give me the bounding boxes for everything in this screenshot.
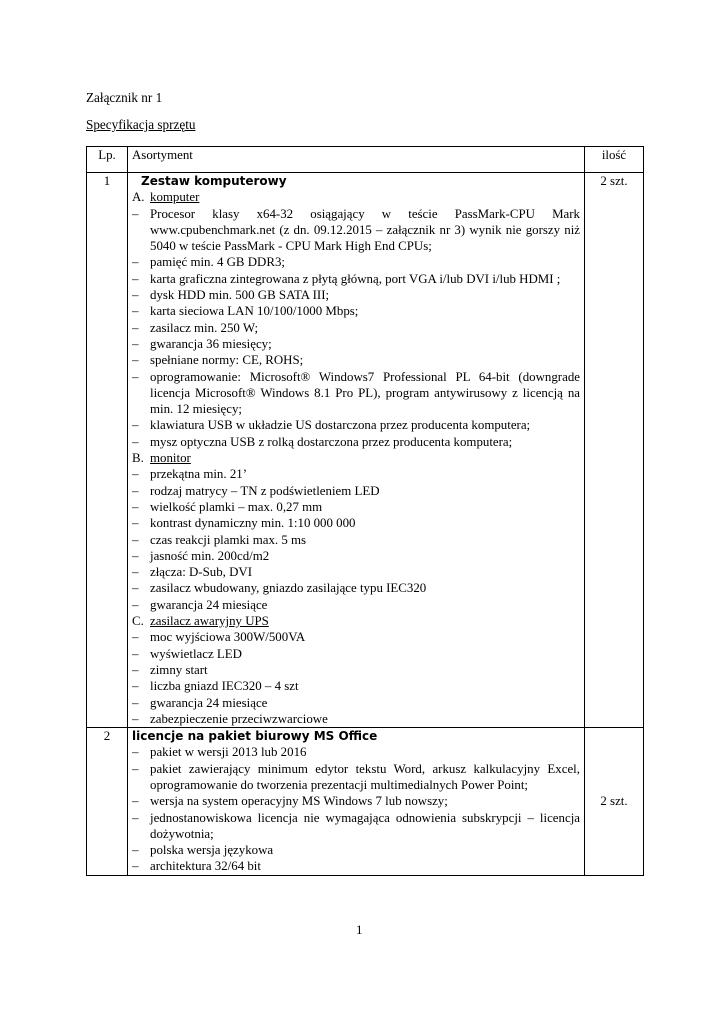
column-header-quantity: ilość [585, 147, 644, 173]
row-description [128, 728, 585, 876]
section-label: zasilacz awaryjny UPS [150, 614, 269, 629]
list-item: – wielkość plamki – max. 0,27 mm [132, 499, 580, 515]
spec-list [132, 206, 580, 450]
list-item: – jednostanowiskowa licencja nie wymagająca odnowienia subskrypcji – licencja dożywotnia; [132, 810, 580, 843]
column-header-assortment: Asortyment [128, 147, 585, 173]
row-quantity: 2 szt. [585, 173, 644, 728]
section-letter: A. [132, 190, 145, 205]
column-header-lp: Lp. [87, 147, 128, 173]
list-item: – dysk HDD min. 500 GB SATA III; [132, 287, 580, 303]
list-item: – zabezpieczenie przeciwzwarciowe [132, 711, 580, 727]
spec-list [132, 629, 580, 727]
list-item: – liczba gniazd IEC320 – 4 szt [132, 678, 580, 694]
list-item: – zimny start [132, 662, 580, 678]
spec-list [132, 466, 580, 613]
list-item: – czas reakcji plamki max. 5 ms [132, 532, 580, 548]
section-heading [132, 189, 580, 205]
list-item: – gwarancja 24 miesiące [132, 695, 580, 711]
list-item: – zasilacz wbudowany, gniazdo zasilające typu IEC320 [132, 580, 580, 596]
list-item: – gwarancja 36 miesięcy; [132, 336, 580, 352]
spec-list [132, 744, 580, 874]
page-number: 1 [356, 922, 363, 937]
list-item: – pakiet w wersji 2013 lub 2016 [132, 744, 580, 760]
list-item: – polska wersja językowa [132, 842, 580, 858]
list-item: – karta graficzna zintegrowana z płytą główną, port VGA i/lub DVI i/lub HDMI ; [132, 271, 580, 287]
list-item: – złącza: D-Sub, DVI [132, 564, 580, 580]
list-item: – mysz optyczna USB z rolką dostarczona przez producenta komputera; [132, 434, 580, 450]
section-letter: C. [132, 614, 144, 629]
list-item: – zasilacz min. 250 W; [132, 320, 580, 336]
list-item: – pakiet zawierający minimum edytor tekstu Word, arkusz kalkulacyjny Excel, oprogramowanie do tworzenia prezentacji multimedialnych Power Point; [132, 761, 580, 794]
row-number: 1 [87, 173, 128, 728]
row-quantity: 2 szt. [585, 728, 644, 876]
table-row [87, 728, 644, 876]
specification-table [86, 146, 644, 876]
list-item: – kontrast dynamiczny min. 1:10 000 000 [132, 515, 580, 531]
list-item: – gwarancja 24 miesiące [132, 597, 580, 613]
list-item: – architektura 32/64 bit [132, 858, 580, 874]
list-item: – przekątna min. 21’ [132, 466, 580, 482]
row-number: 2 [87, 728, 128, 876]
section-heading [132, 613, 580, 629]
list-item: – wyświetlacz LED [132, 646, 580, 662]
list-item: – wersja na system operacyjny MS Windows 7 lub nowszy; [132, 793, 580, 809]
table-row [87, 173, 644, 728]
section-label: monitor [150, 451, 191, 466]
section-letter: B. [132, 451, 144, 466]
list-item: – karta sieciowa LAN 10/100/1000 Mbps; [132, 303, 580, 319]
list-item: – rodzaj matrycy – TN z podświetleniem LED [132, 483, 580, 499]
row-description [128, 173, 585, 728]
list-item: – pamięć min. 4 GB DDR3; [132, 254, 580, 270]
item-title: Zestaw komputerowy [141, 174, 287, 188]
list-item: – klawiatura USB w układzie US dostarczona przez producenta komputera; [132, 417, 580, 433]
list-item: – Procesor klasy x64-32 osiągający w teście PassMark-CPU Mark www.cpubenchmark.net (z dn. 09.12.2015 – załącznik nr 3) wynik nie gorszy niż 5040 w teście PassMark - CPU Mark High End CPUs; [132, 206, 580, 255]
list-item: – jasność min. 200cd/m2 [132, 548, 580, 564]
list-item: – moc wyjściowa 300W/500VA [132, 629, 580, 645]
section-heading [132, 450, 580, 466]
table-header-row [87, 147, 644, 173]
item-title: licencje na pakiet biurowy MS Office [132, 729, 378, 744]
section-label: komputer [150, 190, 200, 205]
list-item: – oprogramowanie: Microsoft® Windows7 Professional PL 64-bit (downgrade licencja Microsoft® Windows 8.1 Pro PL), program antywirusowy z licencją na min. 12 miesięcy; [132, 369, 580, 418]
list-item: – spełniane normy: CE, ROHS; [132, 352, 580, 368]
document-subtitle: Specyfikacja sprzętu [86, 117, 196, 132]
annex-title: Załącznik nr 1 [86, 90, 163, 105]
